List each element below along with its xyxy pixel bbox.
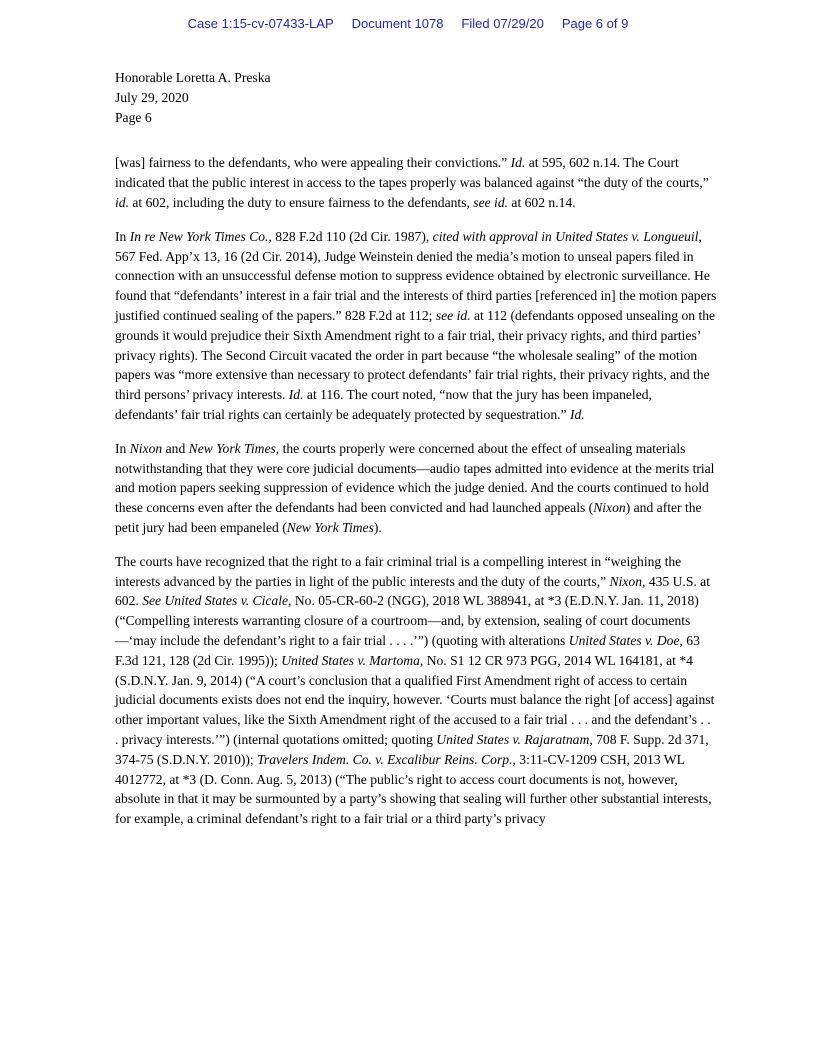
text-run: at 112 (defendants opposed unsealing on the grounds it would prejudice their Sixth Amendment right to a fair trial, their privacy rights, and third parties’ privacy rights). The Second Circuit vacated the order in part because “the wholesale sealing” of the motion papers was “more extensive than necessary to protect defendants’ fair trial rights, their privacy rights, and the third persons’ privacy interests. xyxy=(115,307,716,403)
citation-italic: Nixon xyxy=(609,573,643,589)
paragraph xyxy=(115,552,717,829)
citation-italic: Nixon xyxy=(129,440,163,456)
stamp-case-number: Case 1:15-cv-07433-LAP xyxy=(187,16,334,31)
recipient-name: Honorable Loretta A. Preska xyxy=(115,70,271,85)
text-run: The courts have recognized that the right to a fair criminal trial is a compelling interest in “weighing the interests advanced by the parties in light of the public interests and the duty of the courts,” xyxy=(115,553,682,589)
text-run: , 63 F.3d 121, 128 (2d Cir. 1995)); xyxy=(115,632,700,668)
text-run: In xyxy=(115,228,130,244)
letter-date: July 29, 2020 xyxy=(115,89,189,105)
paragraph xyxy=(115,153,717,212)
text-run: , No. S1 12 CR 973 PGG, 2014 WL 164181, at *4 (S.D.N.Y. Jan. 9, 2014) (“A court’s conclusion that a qualified First Amendment right of access to certain judicial documents exists does not end the inquiry, however. ‘Courts must balance the right [of access] against other important values, like the Sixth Amendment right of the accused to a fair trial . . . and the defendant’s . . . privacy interests.’”) (internal quotations omitted; quoting xyxy=(115,652,715,747)
text-run: , No. 05-CR-60-2 (NGG), 2018 WL 388941, at *3 (E.D.N.Y. Jan. 11, 2018) (“Compelling interests warranting closure of a courtroom—and, by extension, sealing of court documents—‘may include the defendant’s right to a fair trial . . . .’”) (quoting with alterations xyxy=(115,593,699,648)
citation-italic: see id. xyxy=(473,194,509,210)
text-run: , 567 Fed. App’x 13, 16 (2d Cir. 2014), Judge Weinstein denied the media’s motion to unseal papers filed in connection with an unsuccessful defense motion to suppress evidence obtained by electronic surveillance. He found that “defendants’ interest in a fair trial and the interests of third parties [referenced in] the motion papers justified continued sealing of the papers.” 828 F.2d at 112; xyxy=(115,228,717,323)
citation-italic: United States v. Rajaratnam xyxy=(436,731,590,747)
citation-italic: Id. xyxy=(288,387,304,403)
citation-italic: Id. xyxy=(569,406,585,422)
stamp-document-number: Document 1078 xyxy=(351,16,444,31)
paragraph xyxy=(115,439,717,538)
citation-italic: Nixon xyxy=(593,500,626,516)
court-filing-stamp xyxy=(0,16,816,31)
text-run: , 435 U.S. at 602. xyxy=(115,573,710,609)
text-run: , 3:11-CV-1209 CSH, 2013 WL 4012772, at *3 (D. Conn. Aug. 5, 2013) (“The public’s right to access court documents is not, however, absolute in that it may be surmounted by a party’s showing that sealing will further other substantial interests, for example, a criminal defendant’s right to a fair trial or a third party’s privacy xyxy=(115,751,712,827)
text-run: at 602, including the duty to ensure fairness to the defendants, xyxy=(128,194,474,210)
citation-italic: In re New York Times Co. xyxy=(129,228,269,244)
citation-italic: New York Times xyxy=(286,519,374,535)
citation-italic: United States v. Martoma xyxy=(281,652,420,668)
text-run: In xyxy=(115,440,130,456)
letter-page-number: Page 6 xyxy=(115,109,152,125)
letter-body xyxy=(115,153,717,829)
text-run: at 116. The court noted, “now that the jury has been impaneled, defendants’ fair trial rights can certainly be adequately protected by sequestration.” xyxy=(115,387,652,422)
citation-italic: New York Times xyxy=(188,440,276,456)
citation-italic: cited with approval in United States v. Longueuil xyxy=(432,228,699,244)
text-run: , the courts properly were concerned about the effect of unsealing materials notwithstanding that they were core judicial documents—audio tapes admitted into evidence at the merits trial and motion papers seeking suppression of evidence which the judge denied. And the courts continued to hold these concerns even after the defendants had been convicted and had launched appeals ( xyxy=(115,440,715,516)
citation-italic: United States v. Doe xyxy=(568,632,680,648)
stamp-page-number: Page 6 of 9 xyxy=(561,16,629,31)
citation-italic: See United States v. Cicale xyxy=(142,593,289,609)
text-run: at 595, 602 n.14. The Court indicated that the public interest in access to the tapes properly was balanced against “the duty of the courts,” xyxy=(115,155,709,191)
text-run: [was] fairness to the defendants, who were appealing their convictions.” xyxy=(115,155,511,171)
paragraph xyxy=(115,227,717,425)
text-run: ). xyxy=(373,519,382,535)
citation-italic: see id. xyxy=(435,307,471,323)
letter-content xyxy=(115,68,717,843)
text-run: ) and after the petit jury had been empaneled ( xyxy=(115,500,702,535)
citation-italic: Id. xyxy=(510,155,526,171)
citation-italic: Travelers Indem. Co. v. Excalibur Reins. Corp. xyxy=(257,751,513,767)
text-run: , 708 F. Supp. 2d 371, 374-75 (S.D.N.Y. 2010)); xyxy=(115,731,709,767)
stamp-filed-date: Filed 07/29/20 xyxy=(461,16,544,31)
text-run: and xyxy=(162,440,189,456)
text-run: , 828 F.2d 110 (2d Cir. 1987), xyxy=(268,228,433,244)
letterhead xyxy=(115,68,717,127)
text-run: at 602 n.14. xyxy=(508,194,576,210)
citation-italic: id. xyxy=(115,194,129,210)
